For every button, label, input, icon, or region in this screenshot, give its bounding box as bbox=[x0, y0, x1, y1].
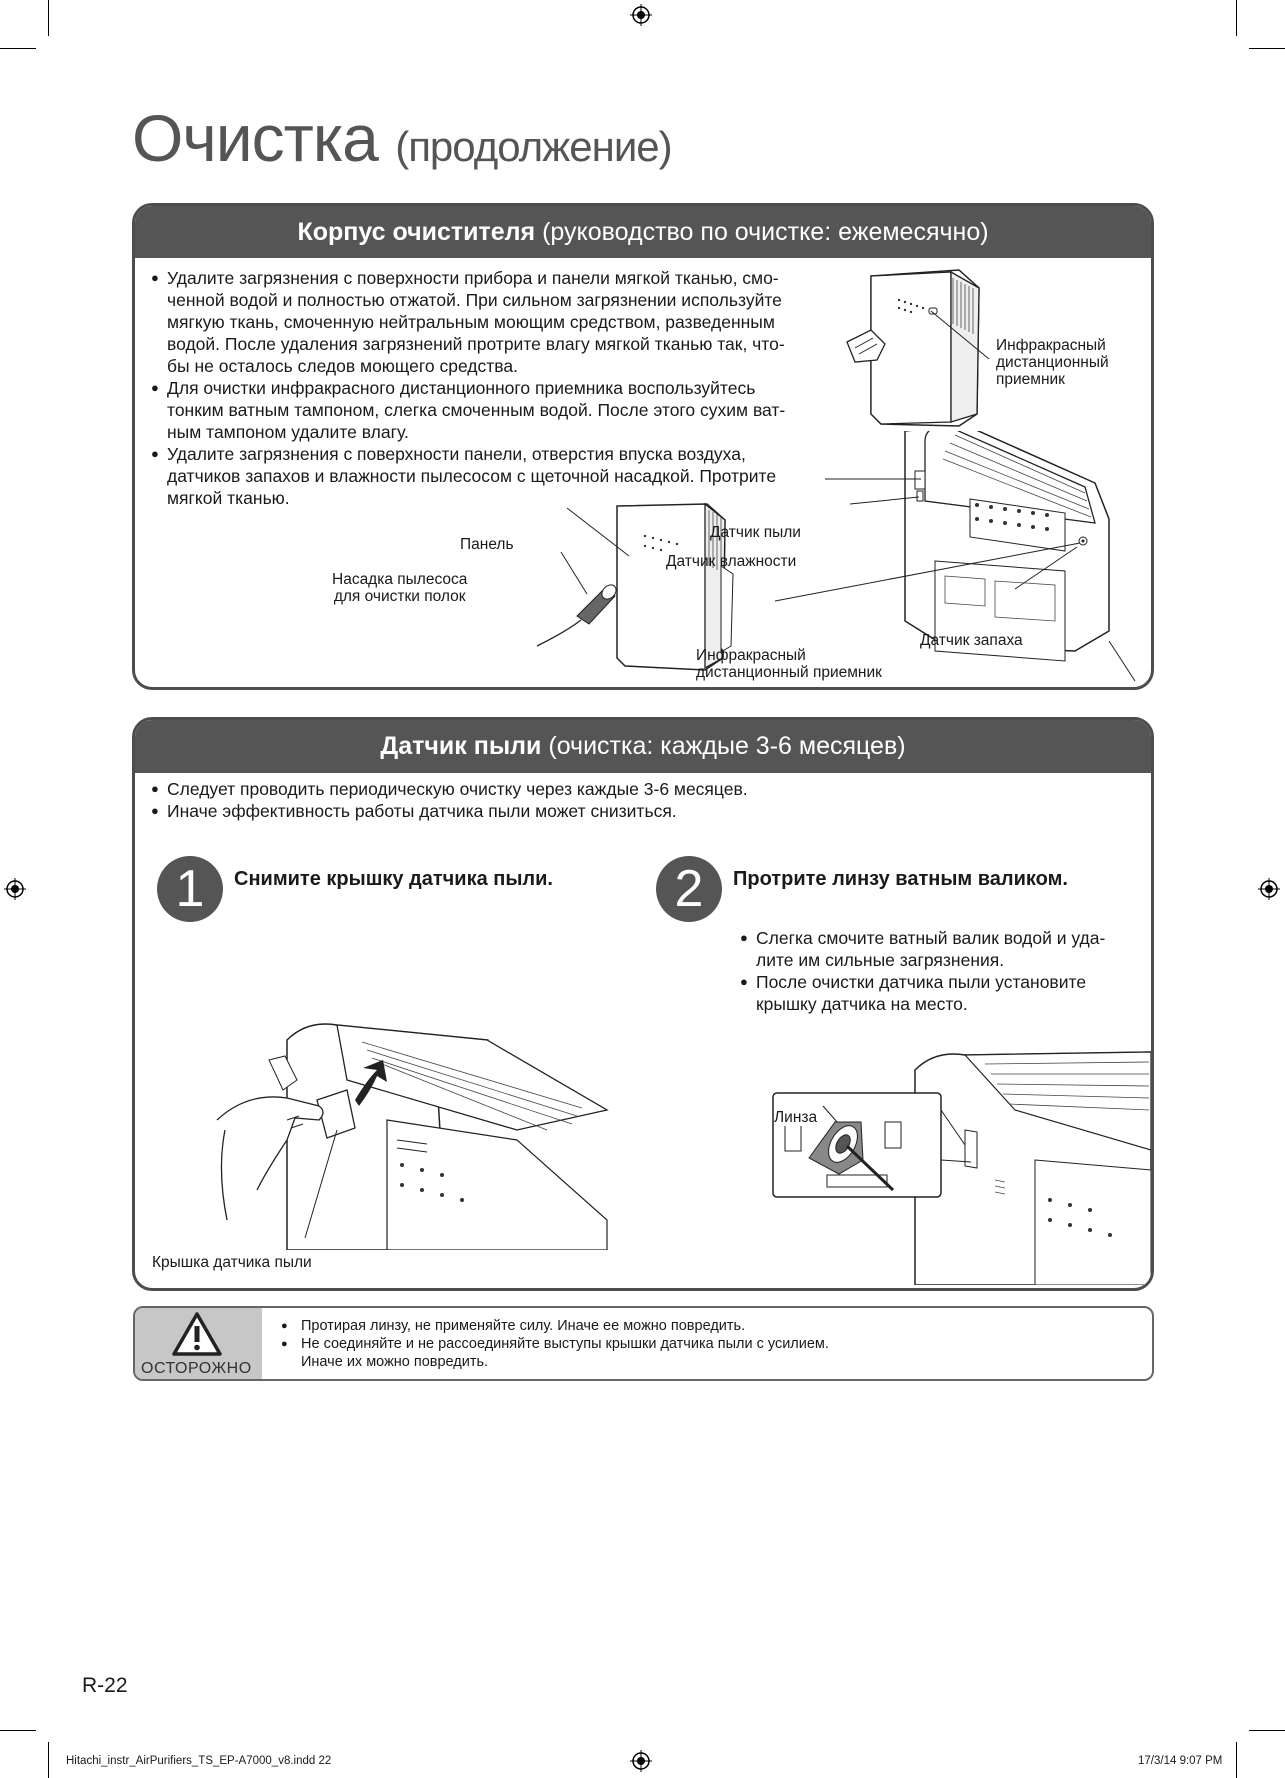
step-2-bullets bbox=[740, 927, 1140, 1015]
body-cleaning-header-normal: (руководство по очистке: ежемесячно) bbox=[542, 218, 989, 246]
bullet-item: ● Для очистки инфракрасного дистанционного приемника воспользуйтесь тонким ватным тампоном, слегка смоченным водой. После этого сухим ват- ным тампоном удалите влагу. bbox=[151, 377, 851, 443]
warning-triangle-icon bbox=[171, 1311, 223, 1357]
dust-sensor-panel bbox=[132, 717, 1154, 1291]
purifier-wipe-illustration bbox=[841, 264, 991, 434]
page-title-main: Очистка bbox=[132, 101, 378, 175]
body-cleaning-header bbox=[135, 206, 1151, 258]
ir-receiver-top-label: Инфракрасный дистанционный приемник bbox=[996, 337, 1109, 388]
dust-sensor-header-normal: (очистка: каждые 3-6 месяцев) bbox=[548, 732, 906, 760]
bullet-item: ● Не соединяйте и не рассоединяйте выступы крышки датчика пыли с усилием. Иначе их можно повредить. bbox=[281, 1335, 829, 1371]
bullet-item: ● Слегка смочите ватный валик водой и уда- лите им сильные загрязнения. bbox=[740, 927, 1140, 971]
bullet-item: ● Протирая линзу, не применяйте силу. Иначе ее можно повредить. bbox=[281, 1317, 829, 1335]
page-title-sub: (продолжение) bbox=[395, 123, 672, 170]
registration-mark-icon bbox=[630, 4, 652, 26]
bullet-item: ● После очистки датчика пыли установите крышку датчика на место. bbox=[740, 971, 1140, 1015]
crop-mark bbox=[48, 0, 49, 36]
caution-box bbox=[133, 1306, 1154, 1381]
lens-label: Линза bbox=[774, 1109, 818, 1126]
ir-receiver-bottom-label: Инфракрасный дистанционный приемник bbox=[696, 647, 882, 681]
crop-mark bbox=[1236, 1742, 1237, 1778]
caution-badge bbox=[135, 1308, 262, 1379]
bullet-item: ● Удалите загрязнения с поверхности панели, отверстия впуска воздуха, датчиков запахов и влажности пылесосом с щеточной насадкой. Протрите мягкой тканью. bbox=[151, 443, 851, 509]
bullet-item: ● Следует проводить периодическую очистку через каждые 3-6 месяцев. bbox=[151, 778, 1051, 800]
bullet-item: ● Иначе эффективность работы датчика пыли может снизиться. bbox=[151, 800, 1051, 822]
body-cleaning-panel bbox=[132, 203, 1154, 690]
crop-mark bbox=[1236, 0, 1237, 36]
nozzle-label: Насадка пылесоса для очистки полок bbox=[332, 571, 468, 605]
dust-sensor-header-bold: Датчик пыли bbox=[380, 732, 542, 760]
crop-mark bbox=[1249, 48, 1285, 49]
registration-mark-icon bbox=[1258, 878, 1280, 900]
step-1-number: 1 bbox=[157, 856, 223, 922]
step-2-title: Протрите линзу ватным валиком. bbox=[733, 868, 1068, 890]
page-title bbox=[132, 100, 672, 176]
panel-label: Панель bbox=[460, 536, 514, 553]
crop-mark bbox=[1249, 1730, 1285, 1731]
registration-mark-icon bbox=[4, 878, 26, 900]
dust-sensor-header bbox=[135, 720, 1151, 773]
dust-cover-label: Крышка датчика пыли bbox=[152, 1254, 312, 1271]
dust-sensor-bullets bbox=[151, 778, 1051, 822]
wipe-lens-illustration bbox=[765, 1050, 1151, 1285]
footer-file: Hitachi_instr_AirPurifiers_TS_EP-A7000_v8.indd 22 bbox=[66, 1755, 332, 1767]
registration-mark-icon bbox=[630, 1750, 652, 1772]
remove-cover-illustration bbox=[187, 1020, 627, 1250]
odor-sensor-label: Датчик запаха bbox=[920, 632, 1023, 649]
page-number: R-22 bbox=[82, 1674, 128, 1697]
bullet-item: ● Удалите загрязнения с поверхности прибора и панели мягкой тканью, смо- ченной водой и полностью отжатой. При сильном загрязнении используйте мягкую ткань, смоченную нейтральным моющим средством, разведенным водой. После удаления загрязнений протрите влагу мягкой тканью так, что- бы не осталось следов моющего средства. bbox=[151, 267, 851, 377]
crop-mark bbox=[48, 1742, 49, 1778]
crop-mark bbox=[0, 48, 36, 49]
crop-mark bbox=[0, 1730, 36, 1731]
caution-text bbox=[281, 1317, 829, 1371]
humidity-sensor-label: Датчик влажности bbox=[666, 553, 797, 570]
step-2-number: 2 bbox=[656, 856, 722, 922]
body-cleaning-header-bold: Корпус очистителя bbox=[297, 218, 536, 246]
footer-date: 17/3/14 9:07 PM bbox=[1138, 1755, 1223, 1767]
caution-word: ОСТОРОЖНО bbox=[141, 1360, 252, 1377]
step-1-title: Снимите крышку датчика пыли. bbox=[234, 868, 553, 890]
dust-sensor-label: Датчик пыли bbox=[710, 524, 801, 541]
